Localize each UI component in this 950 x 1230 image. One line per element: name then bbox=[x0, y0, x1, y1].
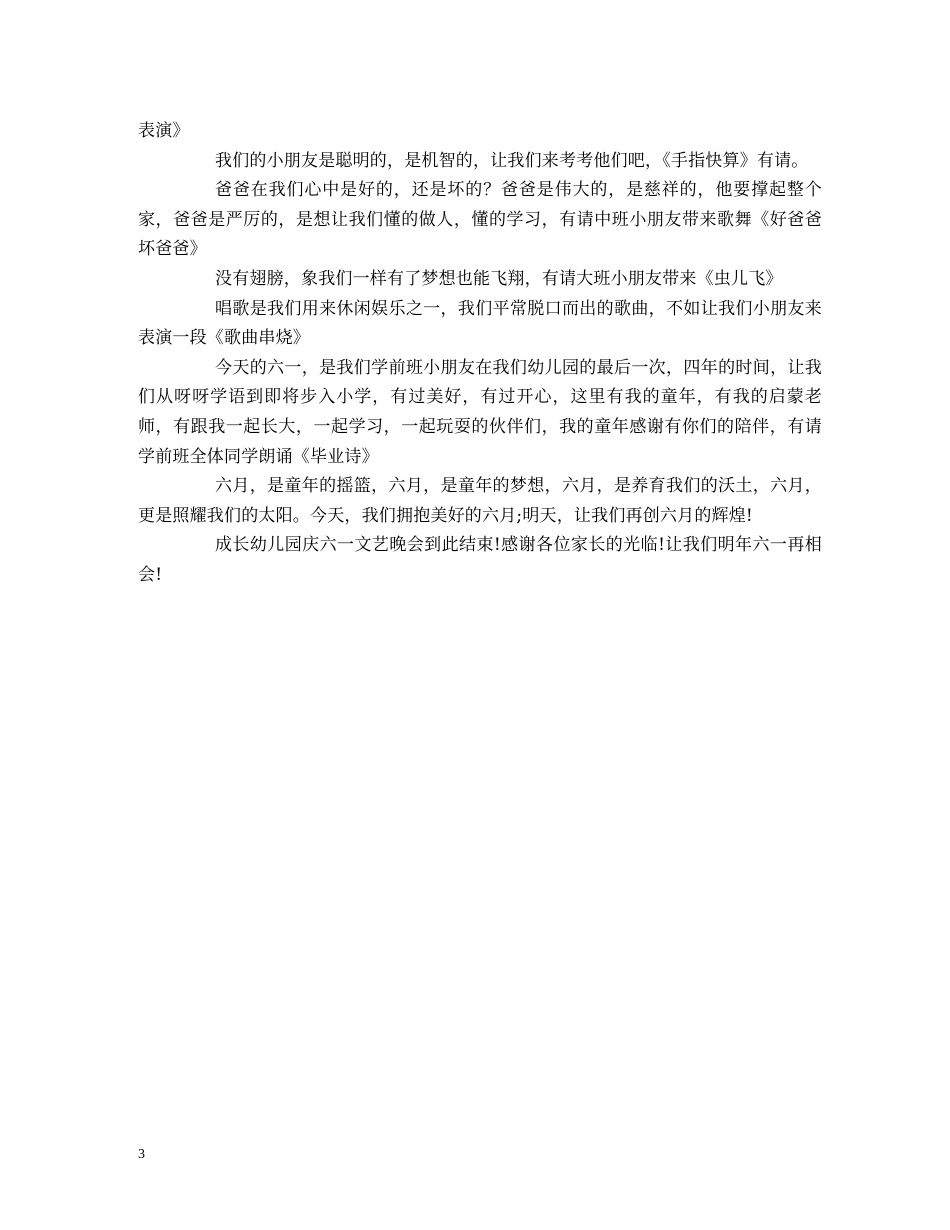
paragraph-song-medley: 唱歌是我们用来休闲娱乐之一，我们平常脱口而出的歌曲，不如让我们小朋友来表演一段《歌曲串烧》 bbox=[138, 298, 822, 349]
paragraph-bugs-fly: 没有翅膀，象我们一样有了梦想也能飞翔，有请大班小朋友带来《虫儿飞》 bbox=[215, 268, 783, 289]
paragraph-finger-math: 我们的小朋友是聪明的，是机智的，让我们来考考他们吧，《手指快算》有请。 bbox=[215, 150, 809, 171]
paragraph-good-dad-bad-dad: 爸爸在我们心中是好的，还是坏的？爸爸是伟大的，是慈祥的，他要撑起整个家，爸爸是严厉的，是想让我们懂的做人，懂的学习，有请中班小朋友带来歌舞《好爸爸坏爸爸》 bbox=[138, 180, 822, 260]
paragraph-continuation: 表演》 bbox=[138, 121, 190, 141]
paragraph-graduation-poem: 今天的六一，是我们学前班小朋友在我们幼儿园的最后一次，四年的时间，让我们从呀呀学语到即将步入小学，有过美好，有过开心，这里有我的童年，有我的启蒙老师，有跟我一起长大，一起学习，一起玩耍的伙伴们，我的童年感谢有你们的陪伴，有请学前班全体同学朗诵《毕业诗》 bbox=[138, 357, 822, 467]
paragraph-closing: 成长幼儿园庆六一文艺晚会到此结束!感谢各位家长的光临!让我们明年六一再相会! bbox=[138, 535, 822, 585]
page-number: 3 bbox=[138, 1147, 145, 1162]
document-body bbox=[138, 117, 822, 591]
paragraph-june: 六月，是童年的摇篮，六月，是童年的梦想，六月，是养育我们的沃土，六月，更是照耀我们的太阳。今天，我们拥抱美好的六月;明天，让我们再创六月的辉煌! bbox=[138, 476, 822, 526]
